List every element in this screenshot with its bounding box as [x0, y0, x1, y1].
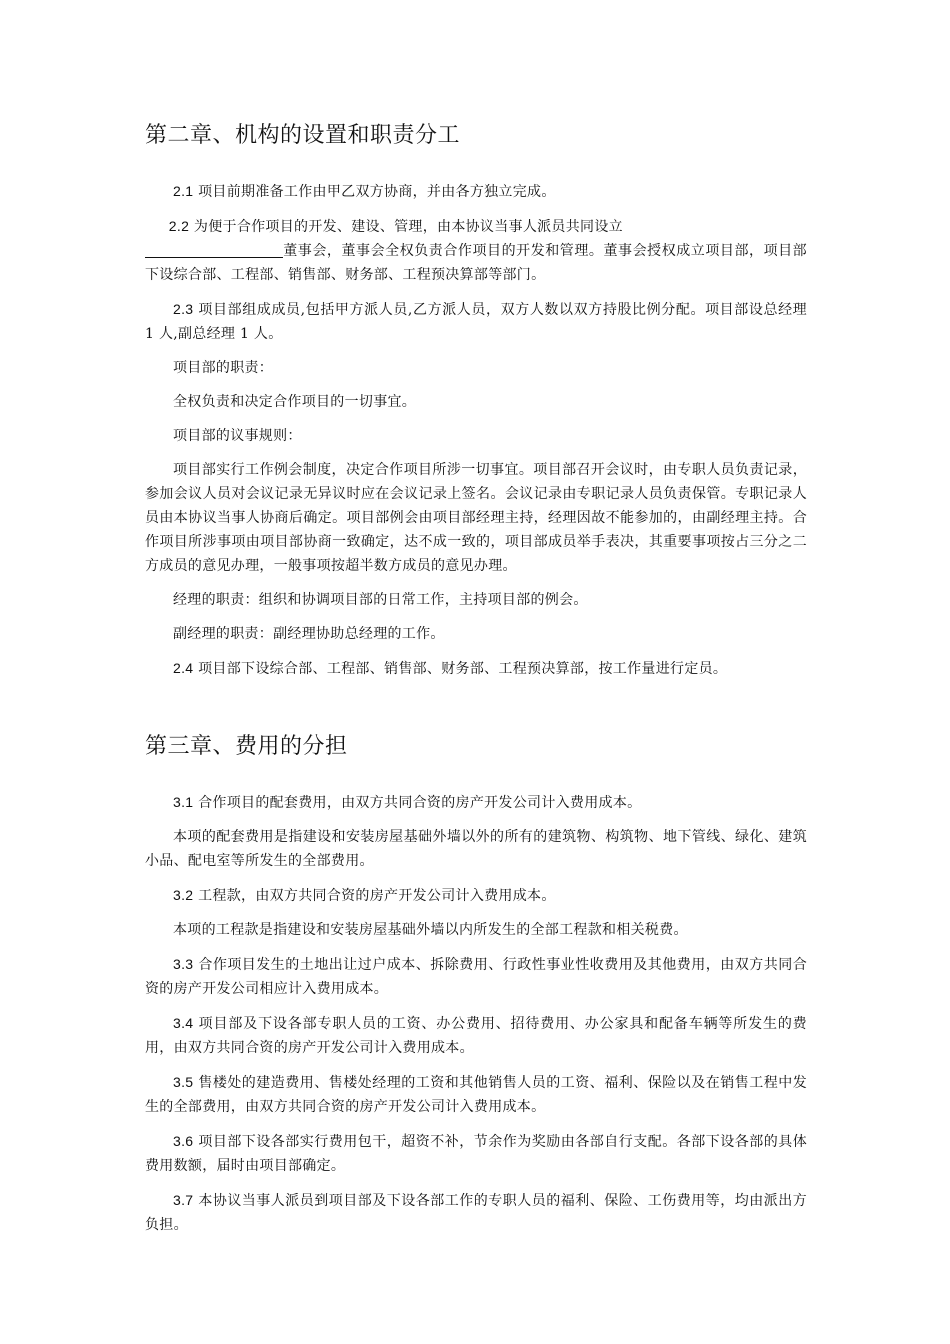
paragraph-text: 全权负责和决定合作项目的一切事宜。: [173, 394, 417, 410]
clause-number: 2.4: [173, 660, 194, 676]
paragraph-3-1-detail: [145, 825, 807, 873]
chapter-2-title: 第二章、机构的设置和职责分工: [145, 123, 461, 148]
paragraph-text-after-blank: 董事会，董事会全权负责合作项目的开发和管理。董事会授权成立项目部，项目部下设综合部、工程部、销售部、财务部、工程预决算部等部门。: [145, 243, 807, 283]
paragraph-text: 工程款，由双方共同合资的房产开发公司计入费用成本。: [193, 888, 556, 904]
paragraph-3-5: [145, 1070, 807, 1119]
paragraph-text: 经理的职责：组织和协调项目部的日常工作，主持项目部的例会。: [173, 592, 588, 608]
paragraph-3-3: [145, 952, 807, 1001]
paragraph-text: 售楼处的建造费用、售楼处经理的工资和其他销售人员的工资、福利、保险以及在销售工程中发生的全部费用，由双方共同合资的房产开发公司计入费用成本。: [145, 1075, 807, 1115]
clause-number: 2.1: [173, 183, 194, 199]
paragraph-text: 项目部实行工作例会制度，决定合作项目所涉一切事宜。项目部召开会议时，由专职人员负责记录，参加会议人员对会议记录无异议时应在会议记录上签名。会议记录由专职记录人员负责保管。专职记录人员由本协议当事人协商后确定。项目部例会由项目部经理主持，经理因故不能参加的，由副经理主持。合作项目所涉事项由项目部协商一致确定，达不成一致的，项目部成员举手表决，其重要事项按占三分之二方成员的意见办理，一般事项按超半数方成员的意见办理。: [145, 462, 807, 574]
paragraph-text: 合作项目的配套费用，由双方共同合资的房产开发公司计入费用成本。: [193, 795, 642, 811]
paragraph-2-3: [145, 297, 807, 346]
section-gap: [145, 691, 807, 729]
paragraph-3-7: [145, 1188, 807, 1237]
clause-number: 3.6: [173, 1133, 194, 1149]
paragraph-text: 副经理的职责：副经理协助总经理的工作。: [173, 626, 445, 642]
paragraph-text: 项目部组成成员,包括甲方派人员,乙方派人员，双方人数以双方持股比例分配。项目部设总经理 1 人,副总经理 1 人。: [145, 302, 807, 342]
paragraph-deputy-duties: [145, 622, 807, 646]
clause-number: 3.1: [173, 794, 194, 810]
paragraph-text: 本项的配套费用是指建设和安装房屋基础外墙以外的所有的建筑物、构筑物、地下管线、绿化、建筑小品、配电室等所发生的全部费用。: [145, 829, 807, 869]
paragraph-2-1: [145, 179, 807, 204]
paragraph-text: 项目部及下设各部专职人员的工资、办公费用、招待费用、办公家具和配备车辆等所发生的费用，由双方共同合资的房产开发公司计入费用成本。: [145, 1016, 807, 1056]
paragraph-2-4: [145, 656, 807, 681]
paragraph-text: 项目部的议事规则：: [173, 428, 302, 444]
paragraph-text: 本项的工程款是指建设和安装房屋基础外墙以内所发生的全部工程款和相关税费。: [173, 922, 688, 938]
clause-number: 3.2: [173, 887, 194, 903]
paragraph-3-2: [145, 883, 807, 908]
paragraph-duties: [145, 390, 807, 414]
paragraph-text: 项目部的职责：: [173, 360, 274, 376]
clause-number: 2.2: [168, 218, 190, 234]
paragraph-rules-heading: [145, 424, 807, 448]
paragraph-3-4: [145, 1011, 807, 1060]
clause-number: 3.3: [173, 956, 194, 972]
paragraph-text: 本协议当事人派员到项目部及下设各部工作的专职人员的福利、保险、工伤费用等，均由派出方负担。: [145, 1193, 807, 1233]
clause-number: 2.3: [173, 301, 194, 317]
clause-number: 3.4: [173, 1015, 194, 1031]
paragraph-text: 项目前期准备工作由甲乙双方协商，并由各方独立完成。: [193, 184, 556, 200]
paragraph-3-2-detail: [145, 918, 807, 942]
paragraph-duties-heading: [145, 356, 807, 380]
clause-number: 3.7: [173, 1192, 194, 1208]
paragraph-text: 为便于合作项目的开发、建设、管理，由本协议当事人派员共同设立: [189, 219, 623, 235]
paragraph-text: 项目部下设各部实行费用包干，超资不补，节余作为奖励由各部自行支配。各部下设各部的具体费用数额，届时由项目部确定。: [145, 1134, 807, 1174]
paragraph-3-1: [145, 790, 807, 815]
fill-in-blank-line: [145, 241, 283, 258]
paragraph-text: 合作项目发生的土地出让过户成本、拆除费用、行政性事业性收费用及其他费用，由双方共同合资的房产开发公司相应计入费用成本。: [145, 957, 807, 997]
paragraph-rules: [145, 458, 807, 578]
paragraph-2-2: [145, 214, 807, 287]
paragraph-text: 项目部下设综合部、工程部、销售部、财务部、工程预决算部，按工作量进行定员。: [193, 661, 728, 677]
clause-number: 3.5: [173, 1074, 194, 1090]
paragraph-3-6: [145, 1129, 807, 1178]
paragraph-manager-duties: [145, 588, 807, 612]
chapter-3-title: 第三章、费用的分担: [145, 734, 348, 759]
